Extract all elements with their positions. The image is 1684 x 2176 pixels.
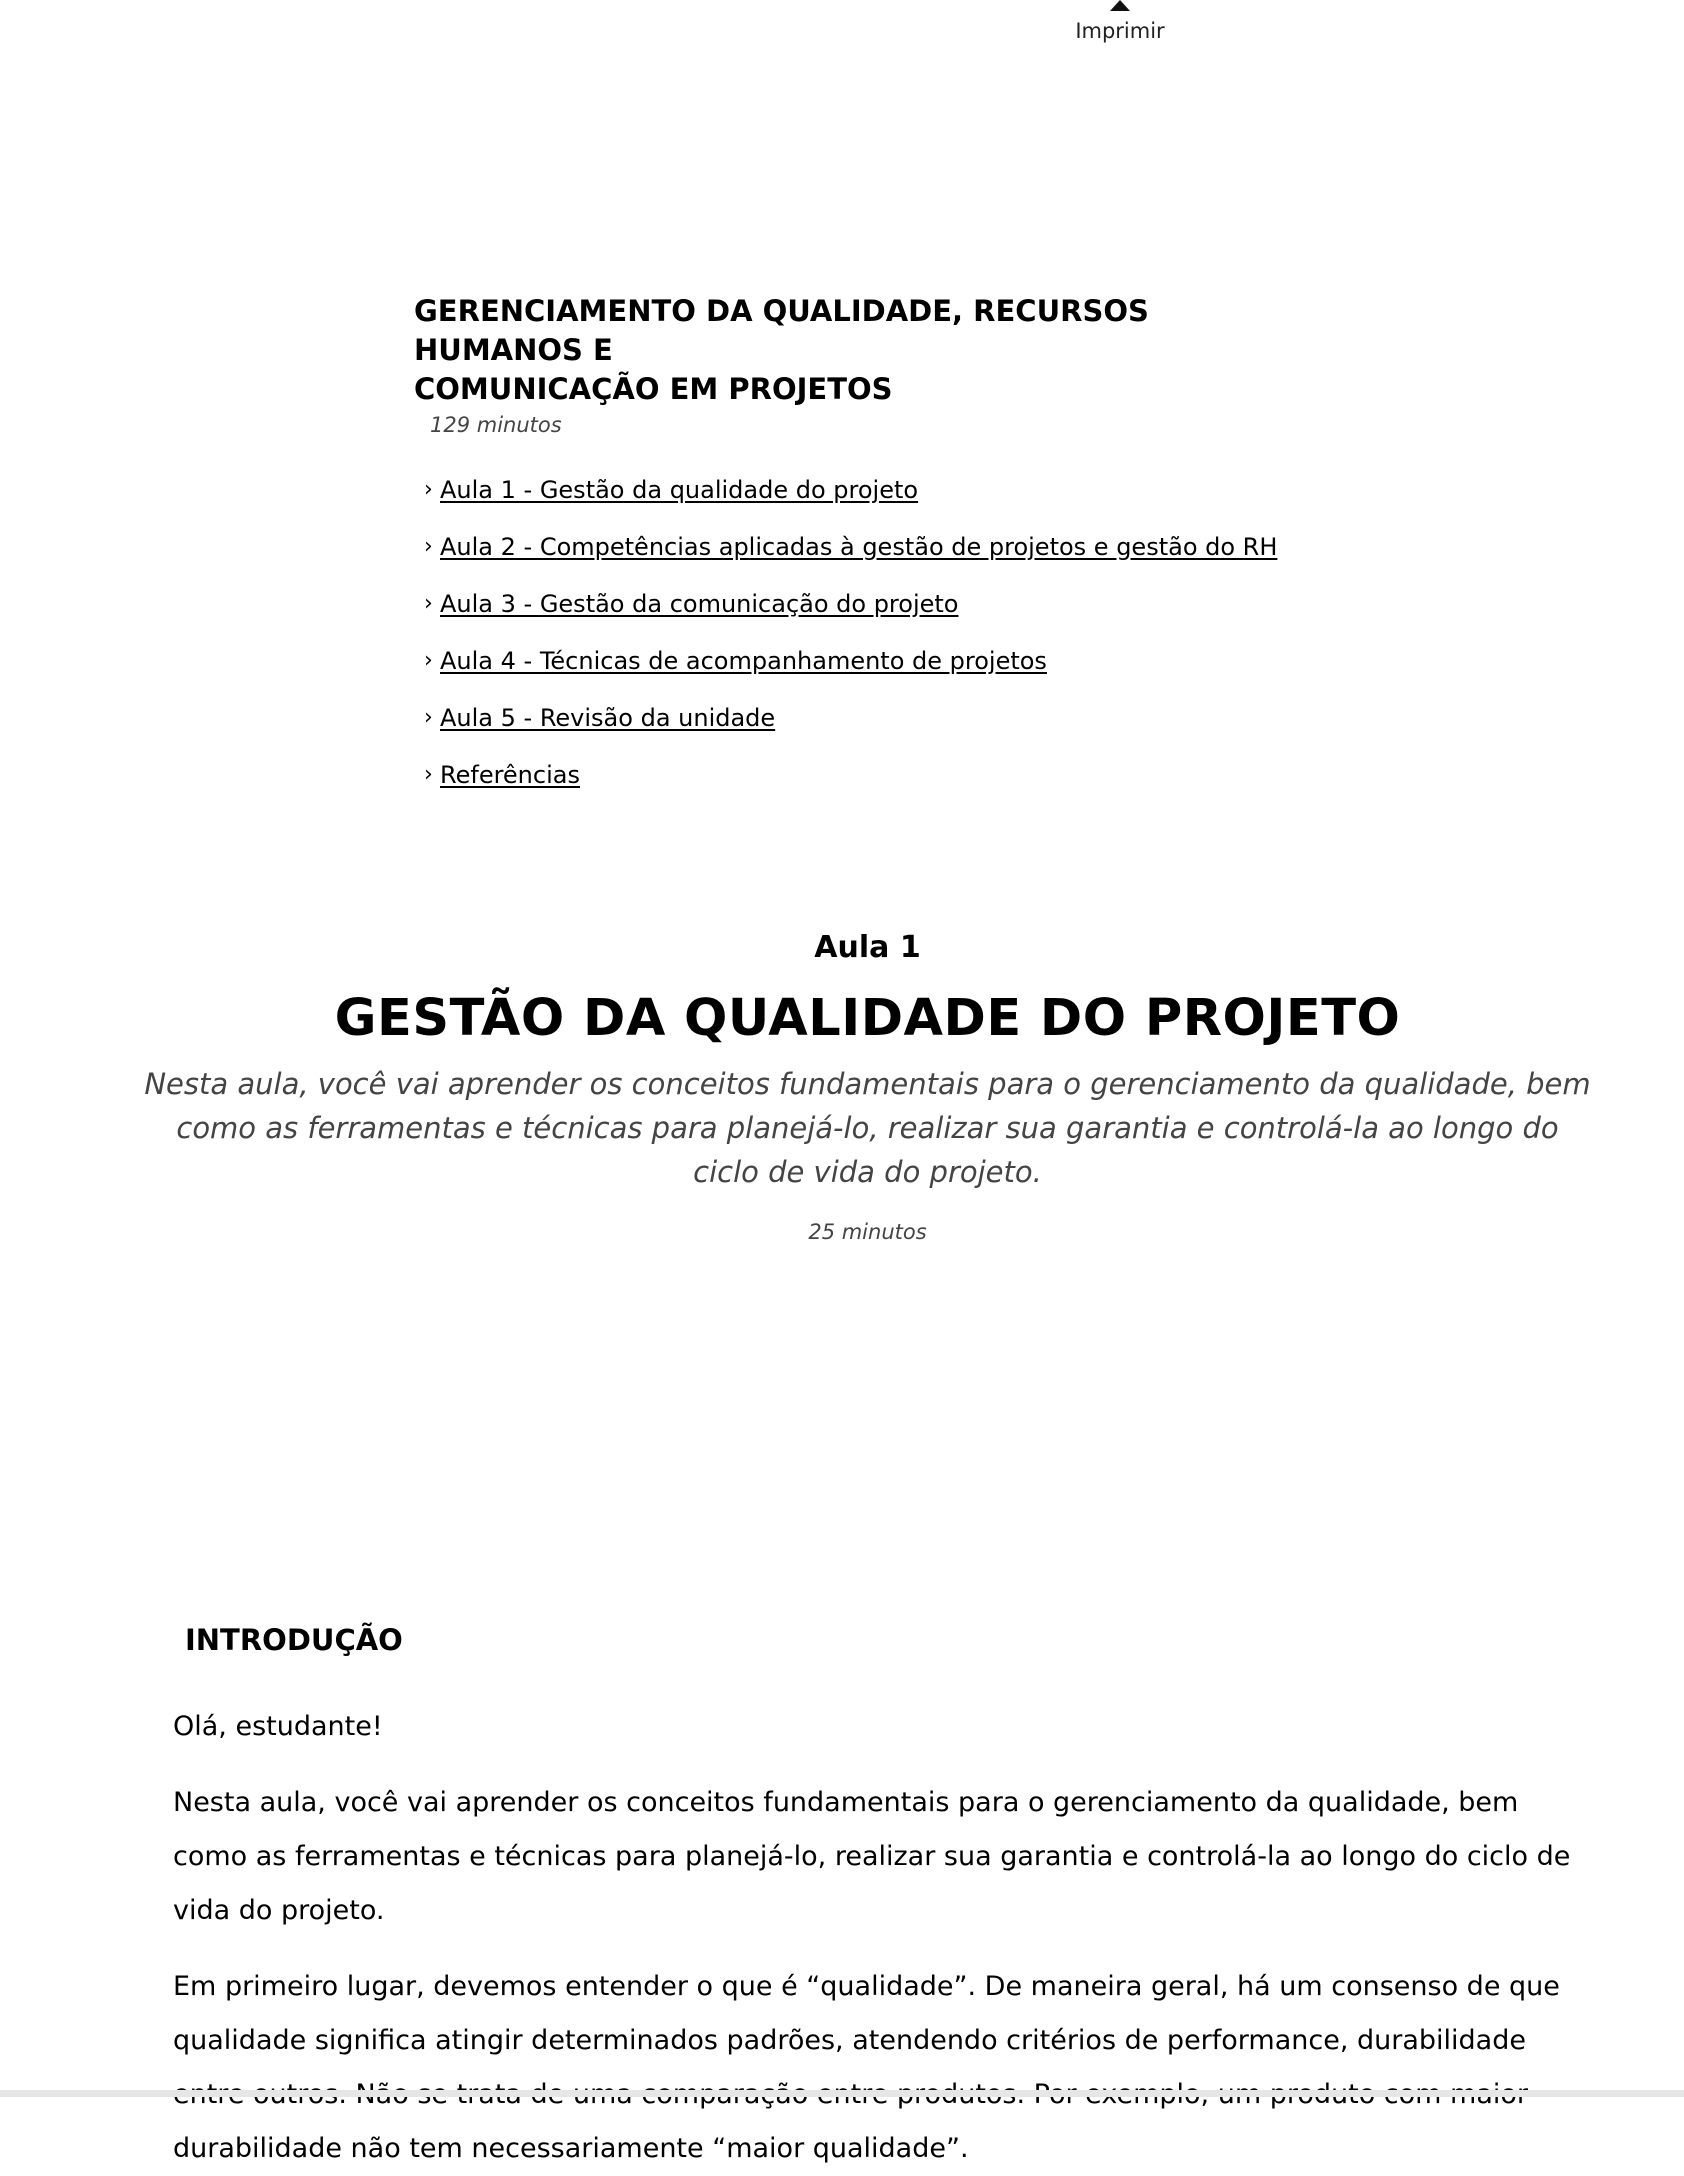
lesson-nav-link[interactable]: Aula 1 - Gestão da qualidade do projeto <box>440 475 919 504</box>
chevron-right-icon: › <box>424 590 433 616</box>
lesson-title: GESTÃO DA QUALIDADE DO PROJETO <box>334 989 1401 1048</box>
unit-overview <box>414 292 1314 803</box>
lesson-navigation-list <box>424 461 1314 803</box>
lesson-nav-item-5[interactable] <box>424 689 1314 746</box>
lesson-nav-item-3[interactable] <box>424 575 1314 632</box>
chevron-right-icon: › <box>424 647 433 673</box>
print-label: Imprimir <box>1075 19 1165 43</box>
unit-duration: 129 minutos <box>430 413 562 437</box>
lesson-nav-item-4[interactable] <box>424 632 1314 689</box>
print-button[interactable] <box>1060 0 1180 50</box>
chevron-right-icon: › <box>424 761 433 787</box>
unit-title-line2: COMUNICAÇÃO EM PROJETOS <box>414 372 893 406</box>
lesson-nav-link[interactable]: Referências <box>440 760 580 789</box>
horizontal-scrollbar[interactable] <box>0 2090 1684 2097</box>
lesson-nav-link[interactable]: Aula 4 - Técnicas de acompanhamento de projetos <box>440 646 1047 675</box>
unit-title <box>414 292 1314 409</box>
lesson-nav-link[interactable]: Aula 5 - Revisão da unidade <box>440 703 776 732</box>
paragraph: Em primeiro lugar, devemos entender o que é “qualidade”. De maneira geral, há um consenso de que qualidade significa atingir determinados padrões, atendendo critérios de performance, durabilidade durabilidade não tem necessariamente “maior qualidade”. <box>173 1971 1560 2164</box>
greeting-text: Olá, estudante! <box>173 1711 383 1742</box>
lesson-nav-item-references[interactable] <box>424 746 1314 803</box>
chevron-right-icon: › <box>424 533 433 559</box>
lesson-nav-link[interactable]: Aula 2 - Competências aplicadas à gestão de projetos e gestão do RH <box>440 532 1278 561</box>
print-arrow-icon <box>1110 0 1130 11</box>
paragraph: Nesta aula, você vai aprender os conceitos fundamentais para o gerenciamento da qualidade, bem como as ferramentas e técnicas para planejá-lo, realizar sua garantia e controlá-la ao longo do ciclo de vida do projeto. <box>173 1787 1571 1926</box>
lesson-number: Aula 1 <box>814 930 921 965</box>
lesson-header <box>140 928 1595 1244</box>
lesson-subtitle: Nesta aula, você vai aprender os conceitos fundamentais para o gerenciamento da qualidade, bem como as ferramentas e técnicas para planejá-lo, realizar sua garantia e controlá-la ao longo do ciclo de vida do projeto. <box>144 1067 1591 1189</box>
lesson-nav-link[interactable]: Aula 3 - Gestão da comunicação do projeto <box>440 589 959 618</box>
lesson-duration: 25 minutos <box>808 1220 927 1244</box>
lesson-nav-item-2[interactable] <box>424 518 1314 575</box>
unit-title-line1: GERENCIAMENTO DA QUALIDADE, RECURSOS HUMANOS E <box>414 294 1149 367</box>
section-heading: INTRODUÇÃO <box>185 1623 403 1657</box>
chevron-right-icon: › <box>424 704 433 730</box>
lesson-nav-item-1[interactable] <box>424 461 1314 518</box>
chevron-right-icon: › <box>424 476 433 502</box>
